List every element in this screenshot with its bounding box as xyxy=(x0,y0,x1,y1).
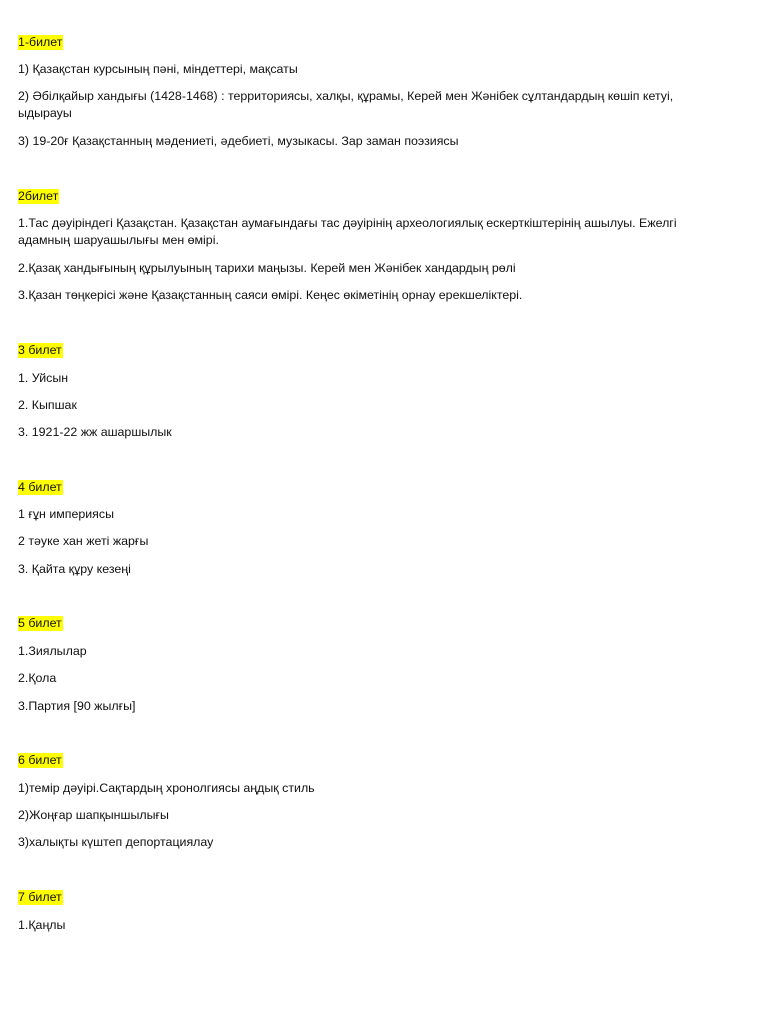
ticket-title: 7 билет xyxy=(18,890,62,904)
ticket-item: 1 ғұн империясы xyxy=(18,507,114,521)
ticket-item: 3)халықты күштеп депортациялау xyxy=(18,835,214,849)
ticket-item: 3) 19-20ғ Қазақстанның мәдениеті, әдебиеті, музыкасы. Зар заман поэзиясы xyxy=(18,134,459,148)
ticket-item: 2 тәуке хан жеті жарғы xyxy=(18,534,149,548)
ticket-7 xyxy=(18,890,738,932)
ticket-item: 1)темір дәуірі.Сақтардың хронолгиясы аңдық стиль xyxy=(18,781,315,795)
ticket-item: 1.Қаңлы xyxy=(18,918,66,932)
ticket-item: 1) Қазақстан курсының пәні, міндеттері, мақсаты xyxy=(18,62,298,76)
ticket-item: 2)Жоңғар шапқыншылығы xyxy=(18,808,169,822)
ticket-5 xyxy=(18,616,738,713)
ticket-item: 3. 1921-22 жж ашаршылык xyxy=(18,425,172,439)
ticket-item: 2. Кыпшак xyxy=(18,398,77,412)
ticket-item: 2.Қола xyxy=(18,671,57,685)
ticket-title: 3 билет xyxy=(18,343,62,357)
ticket-item: 3. Қайта құру кезеңі xyxy=(18,562,131,576)
ticket-item: 3.Партия [90 жылғы] xyxy=(18,699,136,713)
ticket-item: 3.Қазан төңкерісі және Қазақстанның саяси өмірі. Кеңес өкіметінің орнау ерекшеліктері. xyxy=(18,288,523,302)
ticket-3 xyxy=(18,343,738,439)
ticket-item: 2) Әбілқайыр хандығы (1428-1468) : территориясы, халқы, құрамы, Керей мен Жәнібек сұлтандардың көшіп кетуі, ыдырауы xyxy=(18,89,674,120)
ticket-item: 1. Уйсын xyxy=(18,371,69,385)
ticket-item: 1.Зиялылар xyxy=(18,644,87,658)
ticket-6 xyxy=(18,753,738,849)
ticket-title: 4 билет xyxy=(18,480,62,494)
ticket-item: 2.Қазақ хандығының құрылуының тарихи маңызы. Керей мен Жәнібек хандардың рөлі xyxy=(18,261,516,275)
ticket-2 xyxy=(18,189,738,302)
ticket-4 xyxy=(18,480,738,576)
ticket-title: 2билет xyxy=(18,189,59,203)
ticket-title: 6 билет xyxy=(18,753,62,767)
ticket-title: 1-билет xyxy=(18,35,63,49)
ticket-title: 5 билет xyxy=(18,616,62,630)
ticket-item: 1.Тас дәуіріндегі Қазақстан. Қазақстан аумағындағы тас дәуірінің археологиялық ескерткіштерінің ашылуы. Ежелгі адамның шаруашылығы мен өмірі. xyxy=(18,216,677,247)
ticket-1 xyxy=(18,35,738,148)
